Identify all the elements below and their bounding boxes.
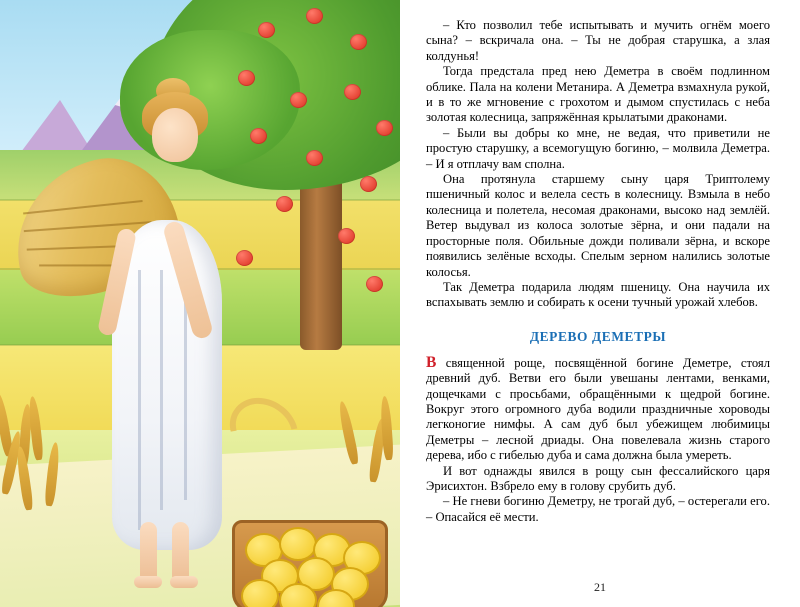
apple-icon: [306, 150, 323, 166]
apple-icon: [344, 84, 361, 100]
foot-right: [170, 576, 198, 588]
apple-icon: [360, 176, 377, 192]
apple-icon: [366, 276, 383, 292]
paragraph: Тогда предстала пред нею Деметра в своём подлинном облике. Пала на колени Метанира. А Деметра взмахнула рукой, и в то же мгновение с грохотом и дымом спустилась с неба золотая колесница, запряжённая крылатыми драконами.: [426, 64, 770, 125]
apple-icon: [350, 34, 367, 50]
head: [152, 108, 198, 162]
apple-icon: [306, 8, 323, 24]
leg-left: [140, 522, 157, 584]
apple-icon: [258, 22, 275, 38]
paragraph: – Не гневи богиню Деметру, не трогай дуб, – остерегали его. – Опасайся её мести.: [426, 494, 770, 524]
paragraph-text: священной роще, посвящённой богине Деметре, стоял древний дуб. Ветви его были увешаны лентами, венками, дощечками с просьбами, обращёнными к щедрой богине. Вокруг этого огромного дуба водили праздничные хороводы легконогие нимфы. А сам дуб был убежищем любимицы Деметры – лесной дриады. Она повелевала жизнь старого дерева, ибо с гибелью дуба и сама должна была умереть.: [426, 355, 770, 463]
apple-icon: [376, 120, 393, 136]
apple-icon: [338, 228, 355, 244]
paragraph: И вот однажды явился в рощу сын фессалийского царя Эрисихтон. Взбрело ему в голову срубить дуб.: [426, 463, 770, 493]
leg-right: [172, 522, 189, 584]
paragraph: – Были вы добры ко мне, не ведая, что приветили не простую старушку, а всемогущую богиню, – молвила Деметра. – И я отплачу вам сполна.: [426, 125, 770, 171]
basket-of-fruit: [232, 520, 388, 607]
drop-cap: В: [426, 353, 437, 371]
goddess-demeter-figure: [60, 70, 280, 590]
page-number: 21: [594, 580, 606, 594]
paragraph: Она протянула старшему сыну царя Триптолему пшеничный колос и велела сесть в колесницу. Взмыла в небо колесница и полетела, несомая драконами, высоко над землёй. Ветер выдувал из колоса золотые зёрна, и они падали на просторные поля. Обильные дожди поливали зёрна, и вскоре появились зелёные всходы. Спелым зерном налились золотые колосья.: [426, 172, 770, 279]
section-title: ДЕРЕВО ДЕМЕТРЫ: [529, 328, 667, 344]
foot-left: [134, 576, 162, 588]
text-column: [400, 0, 800, 607]
paragraph: Так Деметра подарила людям пшеницу. Она научила их вспахывать землю и собирать к осени тучный урожай хлебов.: [426, 279, 770, 310]
paragraph: – Кто позволил тебе испытывать и мучить огнём моего сына? – вскричала она. – Ты не добрая старушка, а злая колдунья!: [426, 18, 770, 63]
apple-icon: [290, 92, 307, 108]
paragraph-with-dropcap: [426, 355, 770, 464]
